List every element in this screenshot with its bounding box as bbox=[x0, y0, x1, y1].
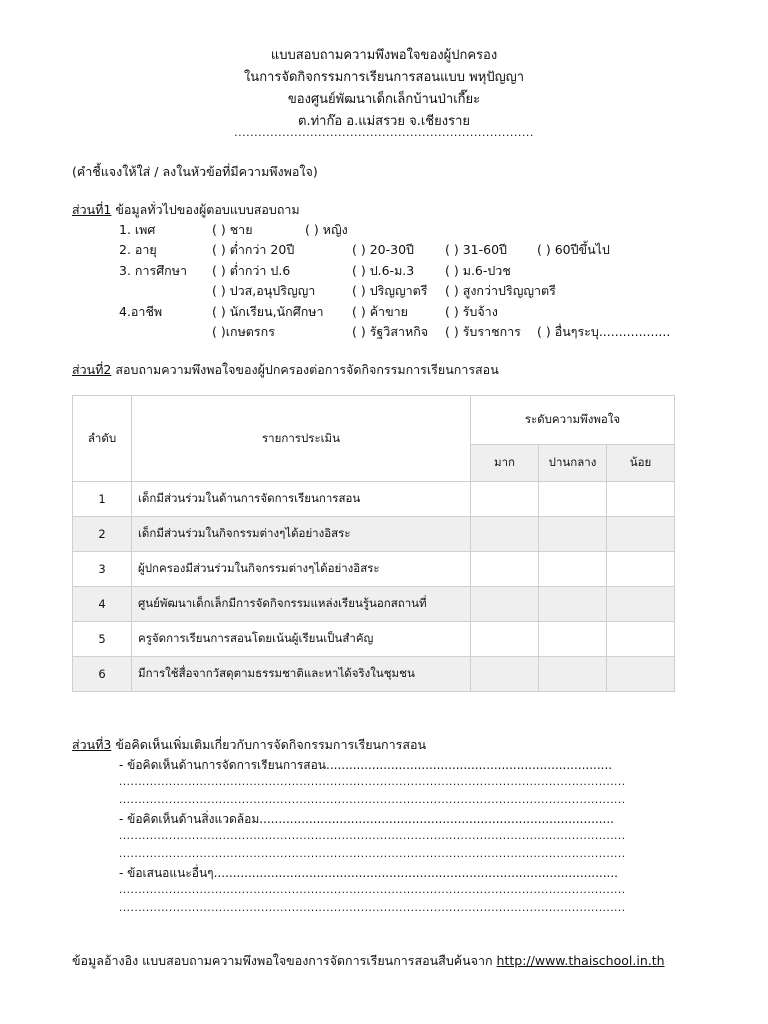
q1-option-female[interactable]: ( ) หญิง bbox=[305, 222, 348, 237]
rating-cell-low[interactable] bbox=[607, 517, 675, 552]
comment-suggestions[interactable]: - ข้อเสนอแนะอื่นๆ.......................................................................................................... bbox=[119, 866, 618, 880]
rating-table bbox=[72, 395, 675, 692]
row-item: ผู้ปกครองมีส่วนร่วมในกิจกรรมต่างๆได้อย่างอิสระ bbox=[132, 552, 471, 587]
row-no: 3 bbox=[73, 552, 132, 587]
comment-line[interactable]: .................................................................................................................................... bbox=[119, 902, 626, 914]
rating-cell-high[interactable] bbox=[471, 657, 539, 692]
row-item: มีการใช้สื่อจากวัสดุตามธรรมชาติและหาได้จริงในชุมชน bbox=[132, 657, 471, 692]
comment-teaching[interactable]: - ข้อคิดเห็นด้านการจัดการเรียนการสอน........................................................................... bbox=[119, 758, 613, 772]
row-item: เด็กมีส่วนร่วมในด้านการจัดการเรียนการสอน bbox=[132, 482, 471, 517]
rating-cell-low[interactable] bbox=[607, 482, 675, 517]
title-line-2: ในการจัดกิจกรรมการเรียนการสอนแบบ พหุปัญญา bbox=[243, 70, 525, 85]
part3-heading bbox=[72, 735, 426, 755]
rating-cell-low[interactable] bbox=[607, 552, 675, 587]
title-dotted-line: ........................................................................... bbox=[234, 126, 534, 139]
q4-option-5[interactable]: ( ) รัฐวิสาหกิจ bbox=[352, 324, 429, 339]
rating-cell-low[interactable] bbox=[607, 657, 675, 692]
row-no: 2 bbox=[73, 517, 132, 552]
col-header-high: มาก bbox=[471, 445, 539, 482]
part1-heading bbox=[72, 200, 300, 220]
col-header-item: รายการประเมิน bbox=[132, 396, 471, 482]
row-no: 6 bbox=[73, 657, 132, 692]
table-row bbox=[73, 552, 675, 587]
q3-option-6[interactable]: ( ) สูงกว่าปริญญาตรี bbox=[445, 283, 556, 298]
rating-cell-medium[interactable] bbox=[539, 552, 607, 587]
rating-cell-high[interactable] bbox=[471, 587, 539, 622]
part1-label: ส่วนที่1 bbox=[72, 202, 112, 217]
comment-line[interactable]: .................................................................................................................................... bbox=[119, 830, 626, 842]
row-item: เด็กมีส่วนร่วมในกิจกรรมต่างๆได้อย่างอิสระ bbox=[132, 517, 471, 552]
part3-label: ส่วนที่3 bbox=[72, 737, 112, 752]
q2-label: 2. อายุ bbox=[119, 242, 157, 257]
row-no: 4 bbox=[73, 587, 132, 622]
q3-option-4[interactable]: ( ) ปวส,อนุปริญญา bbox=[212, 283, 316, 298]
q2-option-2[interactable]: ( ) 20-30ปี bbox=[352, 242, 414, 257]
part2-heading bbox=[72, 360, 499, 380]
part2-label: ส่วนที่2 bbox=[72, 362, 112, 377]
q2-option-4[interactable]: ( ) 60ปีขึ้นไป bbox=[537, 242, 610, 257]
footer-text: ข้อมูลอ้างอิง แบบสอบถามความพึงพอใจของการจัดการเรียนการสอนสืบค้นจาก bbox=[72, 953, 497, 968]
title-line-1: แบบสอบถามความพึงพอใจของผู้ปกครอง bbox=[270, 48, 498, 63]
title-line-4: ต.ท่าก๊อ อ.แม่สรวย จ.เชียงราย bbox=[298, 114, 470, 129]
q3-label: 3. การศึกษา bbox=[119, 263, 187, 278]
rating-cell-medium[interactable] bbox=[539, 517, 607, 552]
rating-cell-high[interactable] bbox=[471, 552, 539, 587]
comment-line[interactable]: .................................................................................................................................... bbox=[119, 794, 626, 806]
col-header-level: ระดับความพึงพอใจ bbox=[471, 396, 675, 445]
table-row bbox=[73, 657, 675, 692]
part2-title: สอบถามความพึงพอใจของผู้ปกครองต่อการจัดกิจกรรมการเรียนการสอน bbox=[115, 362, 499, 377]
part1-title: ข้อมูลทั่วไปของผู้ตอบแบบสอบถาม bbox=[115, 202, 300, 217]
q4-option-7[interactable]: ( ) อื่นๆระบุ.................. bbox=[537, 324, 671, 339]
comment-line[interactable]: .................................................................................................................................... bbox=[119, 776, 626, 788]
rating-cell-low[interactable] bbox=[607, 622, 675, 657]
row-no: 5 bbox=[73, 622, 132, 657]
col-header-medium: ปานกลาง bbox=[539, 445, 607, 482]
q1-label: 1. เพศ bbox=[119, 222, 156, 237]
row-item: ครูจัดการเรียนการสอนโดยเน้นผู้เรียนเป็นสำคัญ bbox=[132, 622, 471, 657]
instruction: (คำชี้แจงให้ใส่ / ลงในหัวข้อที่มีความพึงพอใจ) bbox=[72, 164, 318, 179]
q4-option-3[interactable]: ( ) รับจ้าง bbox=[445, 304, 498, 319]
rating-cell-low[interactable] bbox=[607, 587, 675, 622]
table-row bbox=[73, 517, 675, 552]
reference-link[interactable]: http://www.thaischool.in.th bbox=[496, 953, 665, 968]
rating-cell-medium[interactable] bbox=[539, 587, 607, 622]
rating-cell-medium[interactable] bbox=[539, 482, 607, 517]
table-row bbox=[73, 622, 675, 657]
q1-option-male[interactable]: ( ) ชาย bbox=[212, 222, 253, 237]
q2-option-3[interactable]: ( ) 31-60ปี bbox=[445, 242, 507, 257]
row-item: ศูนย์พัฒนาเด็กเล็กมีการจัดกิจกรรมแหล่งเรียนรู้นอกสถานที่ bbox=[132, 587, 471, 622]
q3-option-5[interactable]: ( ) ปริญญาตรี bbox=[352, 283, 428, 298]
q4-label: 4.อาชีพ bbox=[119, 304, 163, 319]
rating-cell-medium[interactable] bbox=[539, 657, 607, 692]
table-row bbox=[73, 482, 675, 517]
rating-cell-high[interactable] bbox=[471, 517, 539, 552]
comment-environment[interactable]: - ข้อคิดเห็นด้านสิ่งแวดล้อม............................................................................................. bbox=[119, 812, 614, 826]
col-header-no: ลำดับ bbox=[73, 396, 132, 482]
q4-option-1[interactable]: ( ) นักเรียน,นักศึกษา bbox=[212, 304, 324, 319]
q3-option-2[interactable]: ( ) ป.6-ม.3 bbox=[352, 263, 415, 278]
footer-reference bbox=[72, 951, 665, 971]
rating-cell-high[interactable] bbox=[471, 622, 539, 657]
q3-option-3[interactable]: ( ) ม.6-ปวช bbox=[445, 263, 511, 278]
q4-option-4[interactable]: ( )เกษตรกร bbox=[212, 324, 275, 339]
q4-option-2[interactable]: ( ) ค้าขาย bbox=[352, 304, 408, 319]
comment-line[interactable]: .................................................................................................................................... bbox=[119, 848, 626, 860]
part3-title: ข้อคิดเห็นเพิ่มเติมเกี่ยวกับการจัดกิจกรรมการเรียนการสอน bbox=[115, 737, 427, 752]
comment-line[interactable]: .................................................................................................................................... bbox=[119, 884, 626, 896]
row-no: 1 bbox=[73, 482, 132, 517]
q4-option-6[interactable]: ( ) รับราชการ bbox=[445, 324, 521, 339]
q3-option-1[interactable]: ( ) ต่ำกว่า ป.6 bbox=[212, 263, 291, 278]
rating-cell-high[interactable] bbox=[471, 482, 539, 517]
table-row bbox=[73, 587, 675, 622]
title-line-3: ของศูนย์พัฒนาเด็กเล็กบ้านป่าเกี๊ยะ bbox=[287, 92, 481, 107]
q2-option-1[interactable]: ( ) ต่ำกว่า 20ปี bbox=[212, 242, 295, 257]
rating-cell-medium[interactable] bbox=[539, 622, 607, 657]
col-header-low: น้อย bbox=[607, 445, 675, 482]
